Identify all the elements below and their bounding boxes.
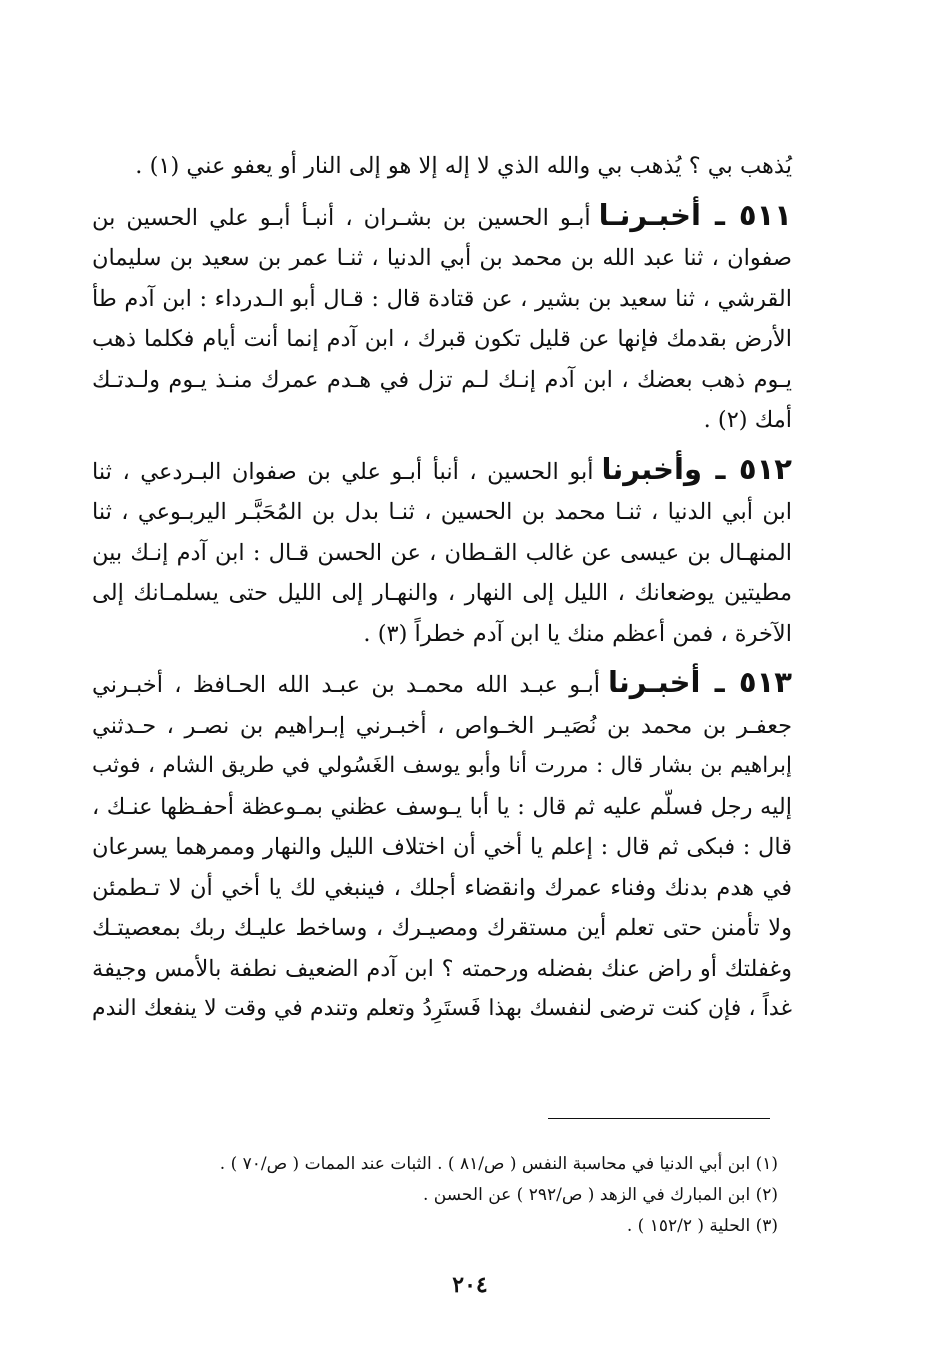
entry-line: الآخرة ، فمن أعظم منك يا ابن آدم خطراً (٣) . [363,620,792,647]
entry-line: القرشي ، ثنا سعيد بن بشير ، عن قتادة قال : قـال أبو الـدرداء : ابن آدم طأ [92,285,792,312]
page-number: ٢٠٤ [452,1272,488,1298]
footnote-2: (٢) ابن المبارك في الزهد ( ص/٢٩٢ ) عن الحسن . [423,1185,778,1205]
entry-513 [92,662,792,1030]
entry-text: أبـو الحسين بن بشـران ، أنبـأ أبـو علي الحسين بن [92,204,591,231]
entry-number-heading: ٥١٢ ـ وأخبرنا [601,451,792,486]
footnote-1: (١) ابن أبي الدنيا في محاسبة النفس ( ص/٨١ ) . الثبات عند الممات ( ص/٧٠ ) . [219,1154,778,1174]
entry-line: صفوان ، ثنا عبد الله بن محمد بن أبي الدنيا ، ثنـا عمر بن سعيد بن سليمان [92,245,792,271]
entry-line: غداً ، فإن كنت ترضى لنفسك بهذا فَستَرِدُ وتعلم وتندم في وقت لا ينفعك الندم [92,996,792,1021]
entry-number-heading: ٥١٣ ـ أخبـرنا [608,665,793,699]
footnote-3: (٣) الحلية ( ١٥٢/٢ ) . [626,1216,778,1236]
entry-line: وغفلتك أو راض عنك بفضله ورحمته ؟ ابن آدم الضعيف نطفة بالأمس وجيفة [92,955,792,982]
entry-line: ولا تأمنن حتى تعلم أين مستقرك ومصيـرك ، وساخط عليـك ربك بمعصيتـك [92,915,792,941]
entry-line: ابن أبي الدنيا ، ثنـا محمد بن الحسين ، ثنـا بدل بن المُحَبَّـر اليربـوعي ، ثنا [92,499,792,525]
entry-line: إبراهيم بن بشار قال : مررت أنا وأبو يوسف الغَسُولي في طريق الشام ، فوثب [92,753,792,778]
entry-line: المنهـال بن عيسى عن غالب القـطان ، عن الحسن قـال : ابن آدم إنـك بين [92,539,792,566]
entry-512 [92,449,792,655]
entry-line: إليه رجل فسلّم عليه ثم قال : يا أبا يـوسف عظني بمـوعظة أحفـظها عنـك ، [92,793,792,820]
entry-line: يـوم ذهب بعضك ، ابن آدم إنـك لـم تزل في هـدم عمرك منـذ يـوم ولـدتـك [92,366,792,393]
footnote-divider [548,1118,770,1119]
footnotes [150,1149,778,1242]
entry-number-heading: ٥١١ ـ أخبـرنـا [598,197,792,232]
entry-line: قال : فبكى ثم قال : إعلم يا أخي أن اختلاف الليل والنهار وممرهما يسرعان [92,834,792,860]
main-text [92,146,792,1030]
entry-line: في هدم بدنك وفناء عمرك وانقضاء أجلك ، فينبغي لك يا أخي أن لا تـطمئن [92,874,792,901]
entry-line: مطيتين يوضعانك ، الليل إلى النهار ، والنهـار إلى الليل حتى يسلمـانك إلى [92,580,792,606]
entry-first-line [92,195,792,239]
opening-line: يُذهب بي ؟ يُذهب بي والله الذي لا إله إلا هو إلى النار أو يعفو عني (١) . [135,153,792,179]
entry-line: الأرض بقدمك فإنها عن قليل تكون قبرك ، ابن آدم إنما أنت أيام فكلما ذهب [92,326,792,352]
entry-text: أبو الحسين ، أنبأ أبـو علي بن صفوان البـردعي ، ثنا [92,458,594,485]
entry-511 [92,195,792,441]
entry-line: أمك (٢) . [703,407,792,433]
entry-text: أبـو عبـد الله محمـد بن عبـد الله الحـافظ ، أخبـرني [92,672,601,698]
entry-first-line [92,449,792,493]
entry-line: جعفـر بن محمد بن نُصَيـر الخـواص ، أخبـرني إبـراهيم بن نصـر ، حـدثني [92,712,792,739]
entry-first-line [92,662,792,706]
